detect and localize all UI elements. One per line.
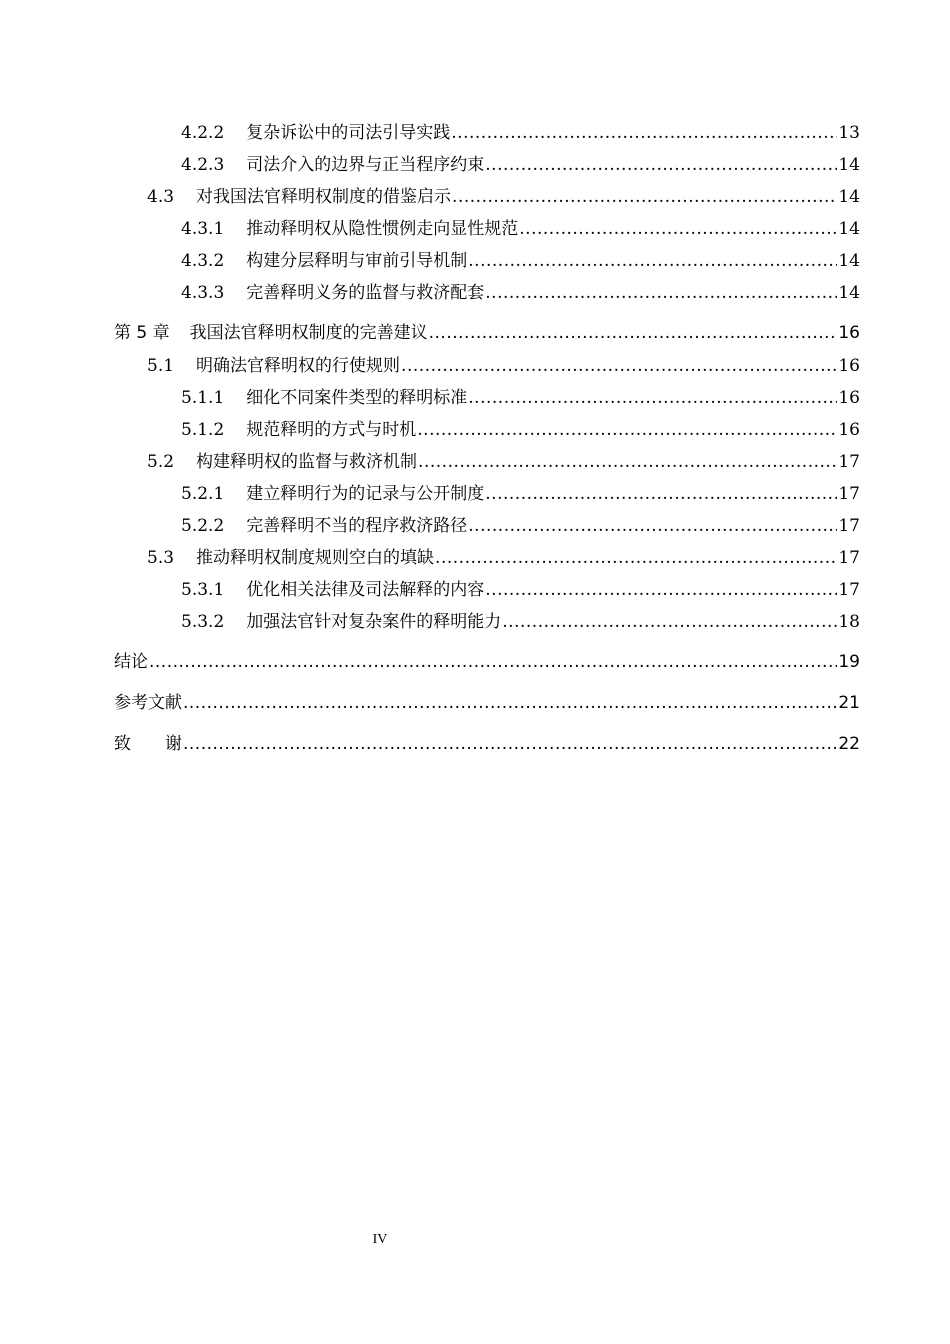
toc-entry[interactable]: [114, 149, 860, 181]
toc-entry-number: 第 5 章: [114, 323, 170, 343]
toc-entry[interactable]: [114, 478, 860, 510]
toc-entry-title: 加强法官针对复杂案件的释明能力: [246, 612, 502, 632]
toc-entry[interactable]: [114, 574, 860, 606]
toc-entry-page: 22: [838, 734, 860, 754]
toc-entry-title: 明确法官释明权的行使规则: [196, 356, 401, 376]
toc-entry-title: 细化不同案件类型的释明标准: [246, 388, 468, 408]
toc-entry[interactable]: [114, 277, 860, 309]
toc-entry-page: 14: [838, 187, 860, 207]
toc-entry-number: 5.2.2: [181, 516, 225, 536]
toc-entry-title: 完善释明义务的监督与救济配套: [246, 283, 485, 303]
dot-leader: [502, 606, 837, 638]
dot-leader: [435, 542, 837, 574]
toc-entry-number: 4.3: [147, 187, 175, 207]
toc-entry-number: 4.2.2: [181, 123, 225, 143]
toc-entry-page: 17: [838, 516, 860, 536]
dot-leader: [485, 149, 837, 181]
toc-entry[interactable]: [114, 638, 860, 679]
toc-entry[interactable]: [114, 350, 860, 382]
toc-entry[interactable]: [114, 117, 860, 149]
dot-leader: [485, 574, 837, 606]
toc-entry[interactable]: [114, 510, 860, 542]
dot-leader: [485, 277, 837, 309]
toc-entry-title: 致 谢: [114, 734, 182, 754]
toc-entry-page: 14: [838, 283, 860, 303]
toc-entry-page: 16: [838, 356, 860, 376]
toc-entry[interactable]: [114, 213, 860, 245]
toc-entry-number: 5.2: [147, 452, 175, 472]
toc-entry-number: 5.2.1: [181, 484, 225, 504]
dot-leader: [468, 382, 837, 414]
toc-entry-page: 17: [838, 580, 860, 600]
dot-leader: [468, 510, 837, 542]
toc-entry-title: 构建分层释明与审前引导机制: [246, 251, 468, 271]
toc-entry-title: 规范释明的方式与时机: [246, 420, 417, 440]
toc-entry-number: 5.1.1: [181, 388, 225, 408]
toc-entry-page: 16: [838, 420, 860, 440]
toc-entry[interactable]: [114, 245, 860, 277]
toc-entry-title: 优化相关法律及司法解释的内容: [246, 580, 485, 600]
toc-entry-number: 4.3.3: [181, 283, 225, 303]
toc-entry[interactable]: [114, 542, 860, 574]
toc-entry-page: 14: [838, 219, 860, 239]
dot-leader: [417, 414, 837, 446]
toc-entry-title: 结论: [114, 652, 148, 672]
toc-entry-title: 参考文献: [114, 693, 182, 713]
toc-entry-page: 16: [838, 323, 860, 343]
toc-entry-number: 4.2.3: [181, 155, 225, 175]
toc-entry-number: 5.3.2: [181, 612, 225, 632]
toc-entry-page: 18: [838, 612, 860, 632]
toc-entry-page: 14: [838, 155, 860, 175]
dot-leader: [418, 446, 837, 478]
toc-entry[interactable]: [114, 309, 860, 350]
toc-entry-title: 司法介入的边界与正当程序约束: [246, 155, 485, 175]
toc-entry-page: 17: [838, 452, 860, 472]
toc-entry-page: 17: [838, 548, 860, 568]
toc-entry-number: 4.3.2: [181, 251, 225, 271]
toc-entry[interactable]: [114, 720, 860, 761]
toc-entry-page: 21: [838, 693, 860, 713]
toc-entry-page: 19: [838, 652, 860, 672]
toc-entry[interactable]: [114, 679, 860, 720]
dot-leader: [519, 213, 837, 245]
toc-entry-number: 5.3.1: [181, 580, 225, 600]
dot-leader: [485, 478, 837, 510]
toc-entry-title: 完善释明不当的程序救济路径: [246, 516, 468, 536]
toc-entry[interactable]: [114, 382, 860, 414]
toc-entry-number: 5.1.2: [181, 420, 225, 440]
page-footer-number: IV: [372, 1232, 388, 1247]
toc-entry[interactable]: [114, 181, 860, 213]
toc-entry-number: 5.3: [147, 548, 175, 568]
toc-entry-title: 我国法官释明权制度的完善建议: [189, 323, 428, 343]
toc-entry-title: 复杂诉讼中的司法引导实践: [246, 123, 451, 143]
toc-entry[interactable]: [114, 446, 860, 478]
toc-entry-page: 13: [838, 123, 860, 143]
toc-entry-title: 推动释明权从隐性惯例走向显性规范: [246, 219, 519, 239]
toc-entry-number: 5.1: [147, 356, 175, 376]
toc-entry-number: 4.3.1: [181, 219, 225, 239]
dot-leader: [451, 117, 837, 149]
toc-entry-page: 17: [838, 484, 860, 504]
table-of-contents: [114, 117, 860, 761]
toc-entry-page: 14: [838, 251, 860, 271]
dot-leader: [452, 181, 837, 213]
dot-leader: [401, 350, 837, 382]
dot-leader: [468, 245, 837, 277]
toc-entry[interactable]: [114, 606, 860, 638]
toc-entry-title: 建立释明行为的记录与公开制度: [246, 484, 485, 504]
dot-leader: [183, 720, 837, 768]
toc-entry-title: 构建释明权的监督与救济机制: [196, 452, 418, 472]
toc-entry-title: 推动释明权制度规则空白的填缺: [196, 548, 435, 568]
toc-entry[interactable]: [114, 414, 860, 446]
toc-entry-title: 对我国法官释明权制度的借鉴启示: [196, 187, 452, 207]
toc-entry-page: 16: [838, 388, 860, 408]
